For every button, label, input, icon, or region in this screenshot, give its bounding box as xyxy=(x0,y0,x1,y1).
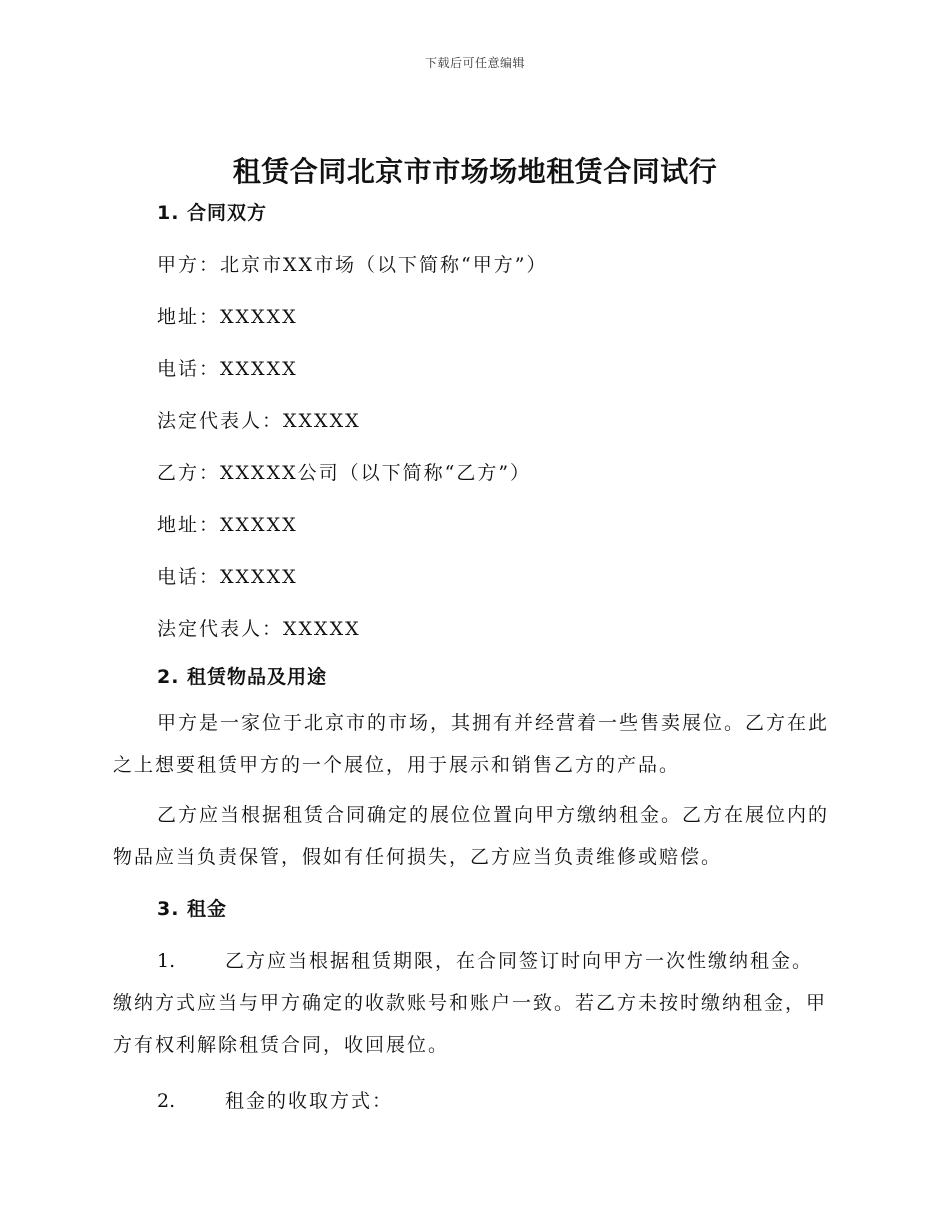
document-body xyxy=(113,196,833,1122)
rent-item-2-number: 2. xyxy=(157,1090,176,1112)
document-title: 租赁合同北京市市场场地租赁合同试行 xyxy=(232,155,718,188)
rent-item-1-text: 乙方应当根据租赁期限，在合同签订时向甲方一次性缴纳租金。缴纳方式应当与甲方确定的收款账号和账户一致。若乙方未按时缴纳租金，甲方有权利解除租赁合同，收回展位。 xyxy=(113,950,828,1056)
party-b-address: 地址：XXXXX xyxy=(157,514,298,536)
section-heading-rent: 3. 租金 xyxy=(157,898,228,920)
party-a-legal-rep: 法定代表人：XXXXX xyxy=(157,410,361,432)
section-heading-lease-items: 2. 租赁物品及用途 xyxy=(157,666,328,688)
lease-items-paragraph-2: 乙方应当根据租赁合同确定的展位位置向甲方缴纳租金。乙方在展位内的物品应当负责保管，假如有任何损失，乙方应当负责维修或赔偿。 xyxy=(113,804,830,868)
party-a-address: 地址：XXXXX xyxy=(157,306,298,328)
party-b-legal-rep: 法定代表人：XXXXX xyxy=(157,618,361,640)
party-b-phone: 电话：XXXXX xyxy=(157,566,298,588)
party-a-phone: 电话：XXXXX xyxy=(157,358,298,380)
page-header-note: 下载后可任意编辑 xyxy=(424,56,525,70)
party-a-name: 甲方：北京市XX市场（以下简称“甲方”） xyxy=(157,254,548,276)
rent-item-1-number: 1. xyxy=(157,950,176,972)
rent-item-2-text: 租金的收取方式： xyxy=(225,1090,394,1112)
rent-item-1 xyxy=(113,940,833,1066)
party-b-name: 乙方：XXXXX公司（以下简称“乙方”） xyxy=(157,462,532,484)
section-heading-parties: 1. 合同双方 xyxy=(157,202,268,224)
lease-items-paragraph-1: 甲方是一家位于北京市的市场，其拥有并经营着一些售卖展位。乙方在此之上想要租赁甲方的一个展位，用于展示和销售乙方的产品。 xyxy=(113,712,830,776)
rent-item-2 xyxy=(113,1080,833,1122)
